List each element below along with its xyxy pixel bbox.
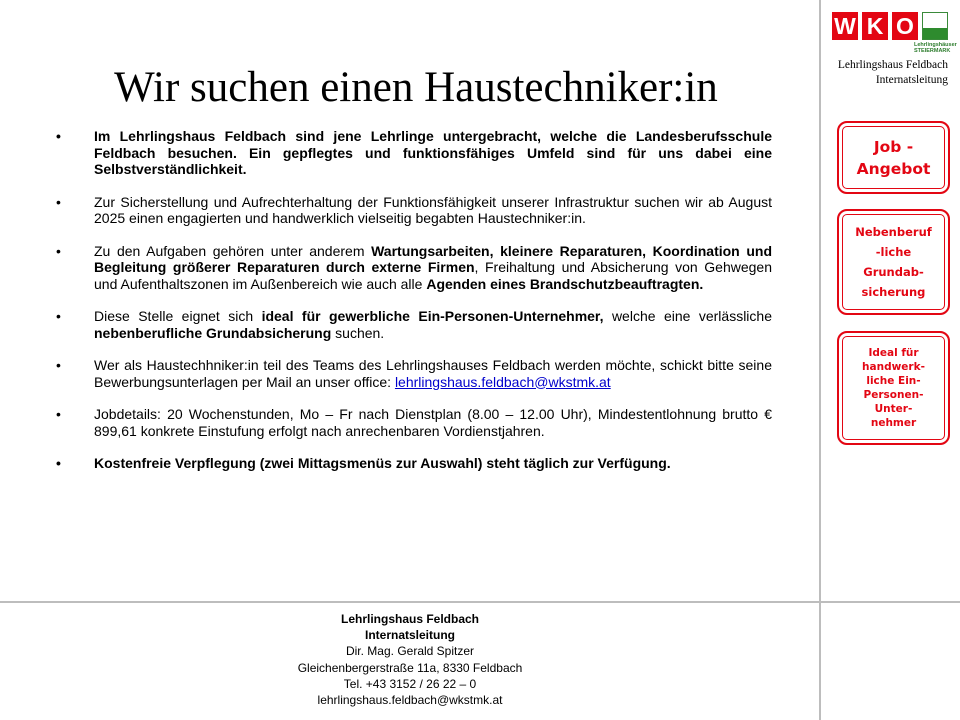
bullet-icon: • [56, 406, 61, 422]
wko-logo [832, 12, 957, 54]
bullet-text-bold: Wartungsarbeiten, kleinere Reparaturen, Koordination und Begleitung größerer Reparaturen durch externe Firmen [94, 242, 772, 275]
horizontal-divider [0, 601, 960, 603]
footer-department: Internatsleitung [364, 628, 455, 643]
footer-org-name: Lehrlingshaus Feldbach [340, 612, 480, 626]
bullet-icon: • [56, 128, 61, 144]
bullet-icon: • [56, 455, 61, 471]
bullet-item-position [56, 194, 772, 227]
job-offer-label: Job - Angebot [856, 137, 931, 178]
side-income-label: Nebenberuf -liche Grundab- sicherung [855, 225, 932, 299]
side-income-badge [837, 209, 950, 315]
job-offer-badge [837, 121, 950, 194]
bullet-text: Zu den Aufgaben gehören unter anderem [94, 242, 372, 259]
logo-letter-w: W [832, 12, 858, 40]
bullet-icon: • [56, 193, 61, 210]
logo-letter-k: K [862, 12, 888, 40]
bullet-text: Kostenfreie Verpflegung (zwei Mittagsmenüs zur Auswahl) steht täglich zur Verfügung. [94, 455, 671, 471]
bullet-text: welche eine verlässliche [603, 308, 772, 324]
page-title: Wir suchen einen Haustechniker:in [114, 64, 718, 111]
bullet-icon: • [56, 357, 61, 373]
org-name: Lehrlingshaus Feldbach [837, 59, 948, 71]
bullet-text: , Freihaltung und Absicherung von Gehwegen und Aufenthaltszonen im Außenbereich wie auch alle [94, 259, 772, 292]
footer-address: Gleichenbergerstraße 11a, 8330 Feldbach [297, 660, 523, 675]
bullet-item-application [56, 357, 772, 390]
bullet-list [56, 128, 772, 472]
bullet-icon: • [56, 242, 61, 259]
bullet-text-bold: Agenden eines Brandschutzbeauftragten. [426, 275, 704, 292]
bullet-text: Diese Stelle eignet sich [94, 308, 262, 324]
org-department: Internatsleitung [875, 74, 948, 86]
logo-letter-o: O [892, 12, 918, 40]
footer-phone: Tel. +43 3152 / 26 22 – 0 [343, 676, 477, 691]
logo-green-flag-icon [922, 12, 948, 40]
bullet-icon: • [56, 308, 61, 324]
footer-contact [160, 611, 660, 708]
bullet-item-intro [56, 128, 772, 178]
bullet-text: Wer als Haustechhniker:in teil des Teams des Lehrlingshauses Feldbach werden möchte, schickt bitte seine Bewerbungsunterlagen per Mail an unser office: [94, 357, 772, 390]
craftsman-label: Ideal für handwerk- liche Ein- Personen- Unter- nehmer [862, 347, 925, 429]
bullet-text: Zur Sicherstellung und Aufrechterhaltung der Funktionsfähigkeit unserer Infrastruktur suchen wir ab August 2025 einen engagierten und handwerklich vielseitig begabten Haustechniker:in. [94, 193, 772, 226]
organization-label [838, 58, 948, 88]
bullet-text-bold: nebenberufliche Grundabsicherung [94, 324, 332, 341]
craftsman-badge [837, 331, 950, 445]
bullet-item-jobdetails [56, 406, 772, 439]
footer-director: Dir. Mag. Gerald Spitzer [345, 644, 475, 659]
bullet-text: Im Lehrlingshaus Feldbach sind jene Lehrlinge untergebracht, welche die Landesberufsschule Feldbach besuchen. Ein gepflegtes und funktionsfähiges Umfeld sind für uns dabei eine Selbstverständlichkeit. [94, 128, 772, 177]
footer-email[interactable]: lehrlingshaus.feldbach@wkstmk.at [317, 693, 503, 708]
bullet-text: suchen. [331, 324, 385, 341]
bullet-item-meals [56, 455, 772, 472]
logo-subtitle-line2: STEIERMARK [914, 48, 951, 54]
bullet-text-bold: ideal für gewerbliche Ein-Personen-Unternehmer, [261, 308, 604, 324]
email-link[interactable]: lehrlingshaus.feldbach@wkstmk.at [394, 373, 611, 390]
logo-subtitle-line1: Lehrlingshäuser [914, 42, 957, 48]
bullet-item-suitability [56, 308, 772, 341]
logo-subtitle [914, 42, 957, 54]
bullet-item-tasks [56, 243, 772, 293]
bullet-text: Jobdetails: 20 Wochenstunden, Mo – Fr nach Dienstplan (8.00 – 12.00 Uhr), Mindestentlohnung brutto € 899,61 konkrete Einstufung erfolgt nach anrechenbaren Vordienstjahren. [94, 406, 772, 439]
